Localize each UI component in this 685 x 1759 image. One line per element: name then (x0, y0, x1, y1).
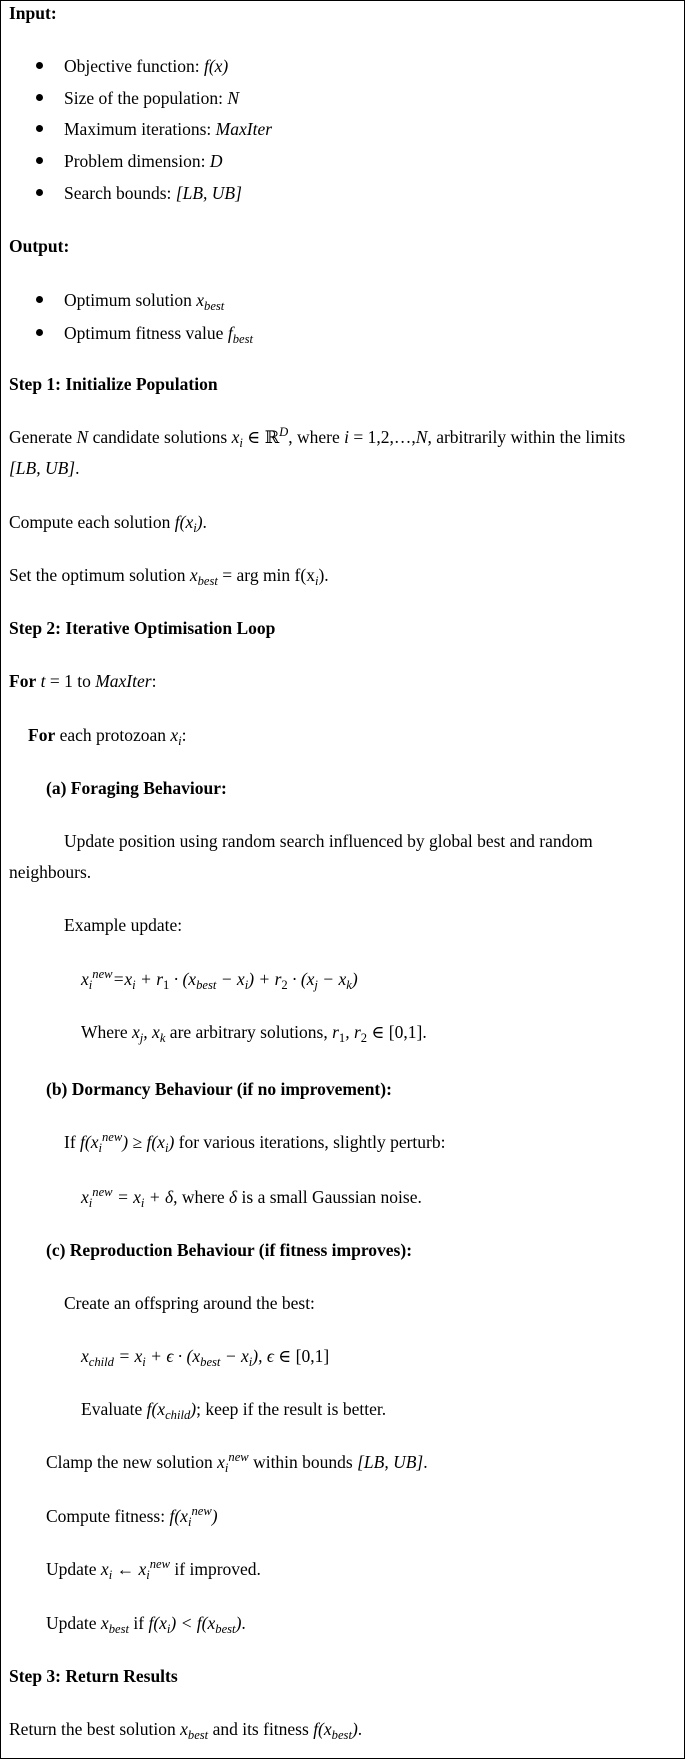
reproduction-heading: (c) Reproduction Behaviour (if fitness improves): (46, 1240, 413, 1260)
reproduction-desc: Create an offspring around the best: (64, 1293, 315, 1313)
item-math: MaxIter (215, 119, 273, 139)
input-heading: Input: (9, 3, 57, 23)
for-t-loop: For t = 1 to MaxIter: (9, 671, 157, 691)
reproduction-equation: $x_{child} = x_i + \epsilon \cdot (x_{best} - x_i)$, ϵ ∈ [0,1] (81, 1346, 330, 1369)
update-best-line: Update $x_{best}$ if $f(x_i) < f(x_{best})$. (46, 1613, 246, 1636)
foraging-heading: (a) Foraging Behaviour: (46, 778, 227, 798)
dormancy-equation: $x_i^{new} = x_i + \delta$, where δ is a small Gaussian noise. (81, 1185, 422, 1210)
step3-heading: Step 3: Return Results (9, 1666, 178, 1686)
output-heading: Output: (9, 236, 70, 256)
update-x-line: Update $x_i$ ← $x_i^{new}$ if improved. (46, 1557, 261, 1582)
item-math: N (227, 88, 239, 108)
item-label: Search bounds: (64, 183, 176, 203)
item-label: Objective function: (64, 56, 204, 76)
dormancy-heading: (b) Dormancy Behaviour (if no improvement): (46, 1079, 392, 1099)
bullet-icon (36, 189, 43, 196)
foraging-desc-line1: Update position using random search influenced by global best and random (64, 831, 593, 851)
for-each-loop: For each protozoan $x_i$: (28, 725, 187, 748)
item-label: Size of the population: (64, 88, 228, 108)
reproduction-evaluate: Evaluate $f(x_{child})$; keep if the result is better. (81, 1399, 387, 1422)
bullet-icon (36, 62, 43, 69)
foraging-where: Where $x_j$, $x_k$ are arbitrary solutions, $r_1$, $r_2$ ∈ [0,1]. (81, 1022, 427, 1045)
step1-generate-line1: Generate N candidate solutions $x_i$ ∈ ℝ$^D$, where i = 1,2,…,N, arbitrarily within the limits (9, 425, 626, 450)
item-math: f(x) (203, 56, 229, 76)
item-label: Maximum iterations: (64, 119, 216, 139)
step2-heading: Step 2: Iterative Optimisation Loop (9, 618, 276, 638)
bullet-icon (36, 157, 43, 164)
bullet-icon (36, 296, 43, 303)
bullet-icon (36, 329, 43, 336)
item-math: D (209, 151, 223, 171)
step1-compute: Compute each solution $f(x_i)$. (9, 512, 207, 535)
algorithm-box: Input: Objective function: f(x) Size of the population: N Maximum iterations: MaxIter Problem dimension: D Search bounds: [LB, UB] Output: Optimum solution $x_{best}$ Optimum fitness value $f_{best}$ Step 1: Initialize Population Generate N candidate solutions $x_i$ ∈ ℝ$^D$, where i = 1,2,…,N, arbitrarily within the limits [LB, UB]. Compute each solution $f(x_i)$. Set the optimum solution $x_{best}$ = arg $\min f(x_i)$. Step 2: Iterative Optimisation Loop For t = 1 to MaxIter: For each protozoan $x_i$: (a) Foraging Behaviour: Update position using random search influenced by global best and random neighbours. Example update: $x_i^{new}=x_i + r_1 \cdot (x_{best} - x_i) + r_2 \cdot (x_j - x_k)$ Where $x_j$, $x_k$ are arbitrary solutions, $r_1$, $r_2$ ∈ [0,1]. (b) Dormancy Behaviour (if no improvement): If $f(x_i^{new}) \ge f(x_i)$ for various iterations, slightly perturb: $x_i^{new} = x_i + \delta$, where δ is a small Gaussian noise. (c) Reproduction Behaviour (if fitness improves): Create an offspring around the best: $x_{child} = x_i + \epsilon \cdot (x_{best} - x_i)$, ϵ ∈ [0,1] Evaluate $f(x_{child})$; keep if the result is better. Clamp the new solution $x_i^{new}$ within bounds [LB, UB]. Compute fitness: $f(x_i^{new})$ Update $x_i$ ← $x_i^{new}$ if improved. Update $x_{best}$ if $f(x_i) < f(x_{best})$. Step 3: Return Results Return the best solution $x_{best}$ and its fitness $f(x_{best})$. (0, 0, 685, 1759)
bullet-icon (36, 94, 43, 101)
dormancy-condition: If $f(x_i^{new}) \ge f(x_i)$ for various iterations, slightly perturb: (64, 1130, 446, 1155)
step1-heading: Step 1: Initialize Population (9, 374, 218, 394)
foraging-desc-line2: neighbours. (9, 862, 92, 882)
clamp-line: Clamp the new solution $x_i^{new}$ within bounds [LB, UB]. (46, 1450, 428, 1475)
step1-generate-line2: [LB, UB]. (9, 458, 80, 478)
item-math: [LB, UB] (175, 183, 242, 203)
step1-set-best: Set the optimum solution $x_{best}$ = arg $\min f(x_i)$. (9, 565, 329, 588)
step3-return: Return the best solution $x_{best}$ and its fitness $f(x_{best})$. (9, 1719, 363, 1742)
bullet-icon (36, 125, 43, 132)
compute-fitness-line: Compute fitness: $f(x_i^{new})$ (46, 1504, 218, 1529)
foraging-equation: $x_i^{new}=x_i + r_1 \cdot (x_{best} - x_i) + r_2 \cdot (x_j - x_k)$ (81, 967, 358, 992)
item-label: Problem dimension: (64, 151, 210, 171)
foraging-example-label: Example update: (64, 915, 183, 935)
